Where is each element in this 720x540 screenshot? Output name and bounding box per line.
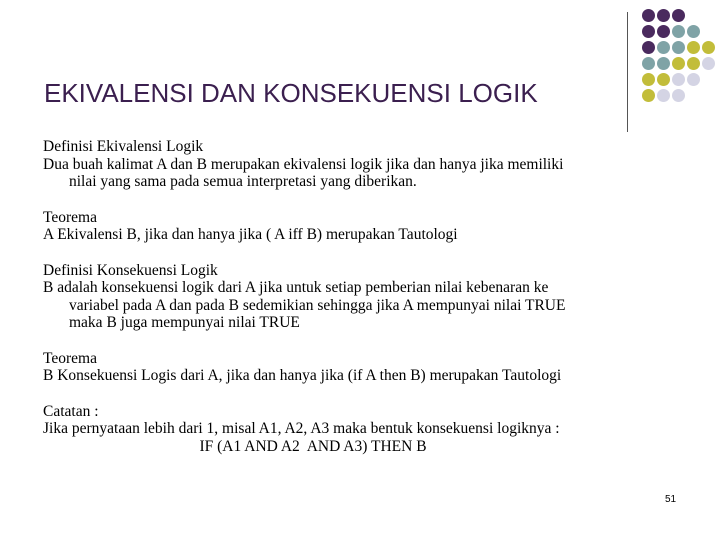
dot (642, 57, 655, 70)
dot (687, 57, 700, 70)
dot (657, 57, 670, 70)
body-text: A Ekivalensi B, jika dan hanya jika ( A iff B) merupakan Tautologi (43, 226, 458, 243)
section-heading: Definisi Ekivalensi Logik (43, 138, 204, 155)
dot (672, 73, 685, 86)
dot (687, 73, 700, 86)
section-heading: Catatan : (43, 402, 99, 420)
slide-body (43, 138, 673, 473)
definition-consequence (43, 262, 673, 332)
dot (702, 57, 715, 70)
dot (672, 41, 685, 54)
body-text: nilai yang sama pada semua interpretasi yang diberikan. (69, 173, 417, 190)
definition-equivalence (43, 138, 673, 191)
dot (687, 25, 700, 38)
dot (702, 41, 715, 54)
dot (657, 25, 670, 38)
dot (657, 9, 670, 22)
slide-title: EKIVALENSI DAN KONSEKUENSI LOGIK (44, 78, 538, 108)
section-heading: Definisi Konsekuensi Logik (43, 261, 218, 279)
dot (642, 89, 655, 102)
dot (672, 89, 685, 102)
page-number: 51 (665, 494, 677, 505)
dot (672, 9, 685, 22)
section-heading: Teorema (43, 349, 97, 367)
dot (657, 89, 670, 102)
decorative-dot-grid (637, 9, 717, 109)
dot (642, 73, 655, 86)
dot (657, 41, 670, 54)
body-text: Jika pernyataan lebih dari 1, misal A1, A2, A3 maka bentuk konsekuensi logiknya : (43, 420, 560, 437)
dot (642, 9, 655, 22)
body-text: variabel pada A dan pada B sedemikian sehingga jika A mempunyai nilai TRUE (69, 296, 566, 314)
dot (642, 25, 655, 38)
note (43, 403, 673, 456)
body-text: B adalah konsekuensi logik dari A jika untuk setiap pemberian nilai kebenaran ke (43, 279, 549, 296)
formula-text: IF (A1 AND A2 AND A3) THEN B (199, 437, 427, 455)
dot (642, 41, 655, 54)
body-text: B Konsekuensi Logis dari A, jika dan hanya jika (if A then B) merupakan Tautologi (43, 367, 562, 384)
dot (672, 25, 685, 38)
theorem-equivalence (43, 209, 673, 244)
dot (672, 57, 685, 70)
section-heading: Teorema (43, 208, 97, 226)
dot (687, 41, 700, 54)
body-text: maka B juga mempunyai nilai TRUE (69, 314, 300, 331)
divider-line (627, 12, 628, 132)
dot (657, 73, 670, 86)
theorem-consequence (43, 350, 673, 385)
body-text: Dua buah kalimat A dan B merupakan ekivalensi logik jika dan hanya jika memiliki (43, 155, 564, 173)
